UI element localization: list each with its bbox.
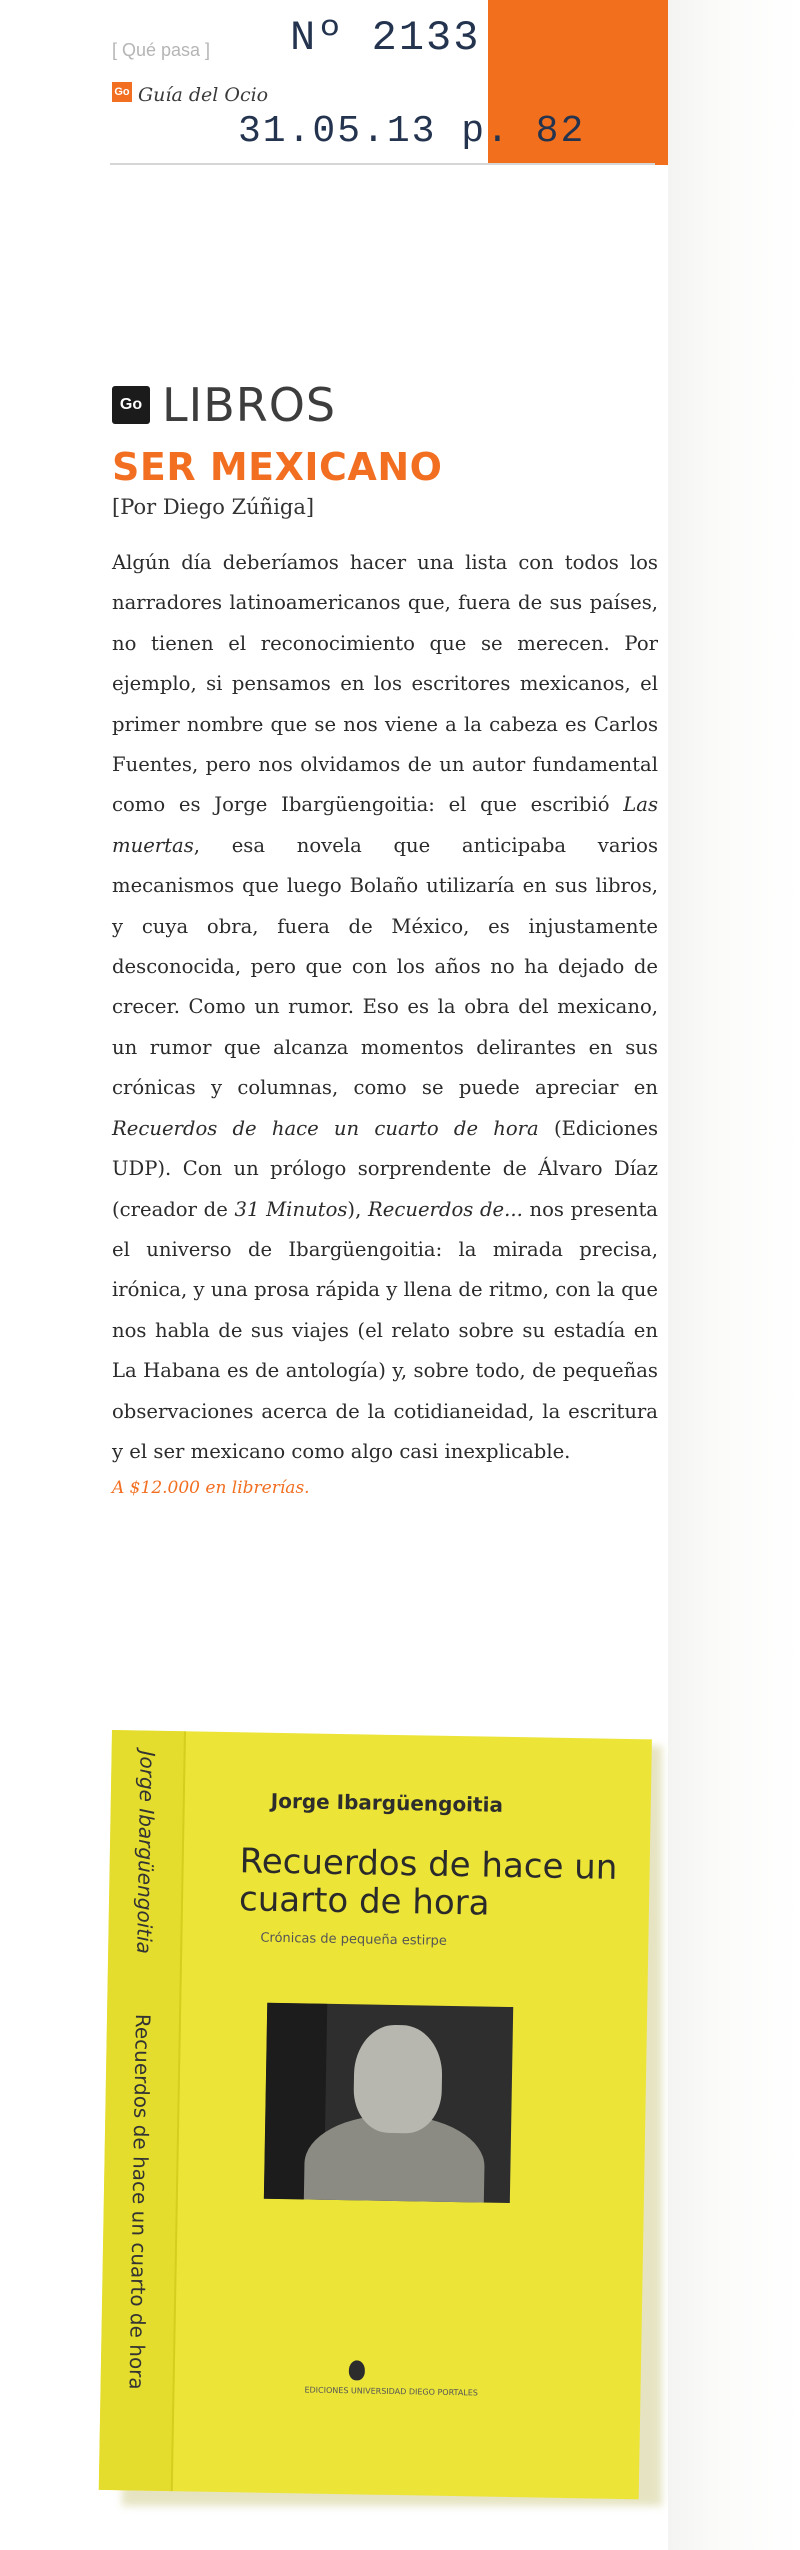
publication-name: Guía del Ocio [138,84,269,106]
price-note: A $12.000 en librerías. [112,1478,310,1499]
handwritten-issue-number: Nº 2133 [290,14,481,62]
spine-text [117,1750,160,2470]
section-line: [ Qué pasa ] [112,40,211,60]
article-title: SER MEXICANO [112,445,443,489]
body-segment: Algún día deberíamos hacer una lista con todos los narradores latinoamericanos que, fuera de sus países, no tienen el reconocimiento que se merecen. Por ejemplo, si pensamos en los escritores mexicanos, el primer nombre que se nos viene a la cabeza es Carlos Fuentes, pero nos olvidamos de un autor fundamental como es Jorge Ibargüengoitia: el que escribió [112,551,658,817]
divider [110,163,655,165]
show-title: 31 Minutos [234,1197,348,1221]
article-body [112,543,658,1472]
article-column [112,375,658,1498]
photo-figure-head [353,2024,443,2134]
spine-author: Jorge Ibargüengoitia [132,1750,160,1955]
author-photo [264,2003,513,2203]
body-segment: , esa novela que anticipaba varios mecanismos que luego Bolaño utilizaría en sus libros, y cuya obra, fuera de México, es injustamente desconocida, pero que con los años no ha dejado de crecer. Como un rumor. Eso es la obra del mexicano, un rumor que alcanza momentos delirantes en sus crónicas y columnas, como se puede apreciar en [112,833,658,1100]
article-byline: [Por Diego Zúñiga] [112,495,315,519]
go-logo-small: Go [112,82,132,102]
book-spine [99,1730,186,2491]
cover-publisher: EDICIONES UNIVERSIDAD DIEGO PORTALES [304,2385,479,2398]
clipping-header [0,0,800,165]
publisher-logo-icon [349,2360,365,2380]
book-title-short: Recuerdos de... [368,1197,523,1221]
book-cover-image [112,1730,668,2510]
page-edge [668,0,800,2550]
handwritten-date: 31.05.13 p. 82 [238,110,586,153]
section-header [112,375,658,435]
section-label: LIBROS [162,378,337,432]
spine-title: Recuerdos de hace un cuarto de hora [124,2013,156,2390]
book-title-recuerdos: Recuerdos de hace un cuarto de hora [112,1116,539,1140]
body-segment: (Ediciones UDP). Con un prólogo sorprendente de Álvaro Díaz (creador de [112,1116,659,1221]
book-title-las-muertas: Las muertas [112,793,658,857]
body-segment: nos presenta el universo de Ibargüengoitia: la mirada precisa, irónica, y una prosa rápida y llena de ritmo, con la que nos habla de sus viajes (el relato sobre su estadía en La Habana es de antología) y, sobre todo, de pequeñas observaciones acerca de la cotidianeidad, la escritura y el ser mexicano como algo casi inexplicable. [112,1197,658,1463]
body-segment: ), [347,1197,368,1221]
cover-title: Recuerdos de hace un cuarto de hora [238,1841,618,1924]
book [99,1730,652,2499]
cover-author: Jorge Ibargüengoitia [270,1788,504,1817]
cover-subtitle: Crónicas de pequeña estirpe [260,1930,447,1949]
go-logo: Go [112,386,150,424]
